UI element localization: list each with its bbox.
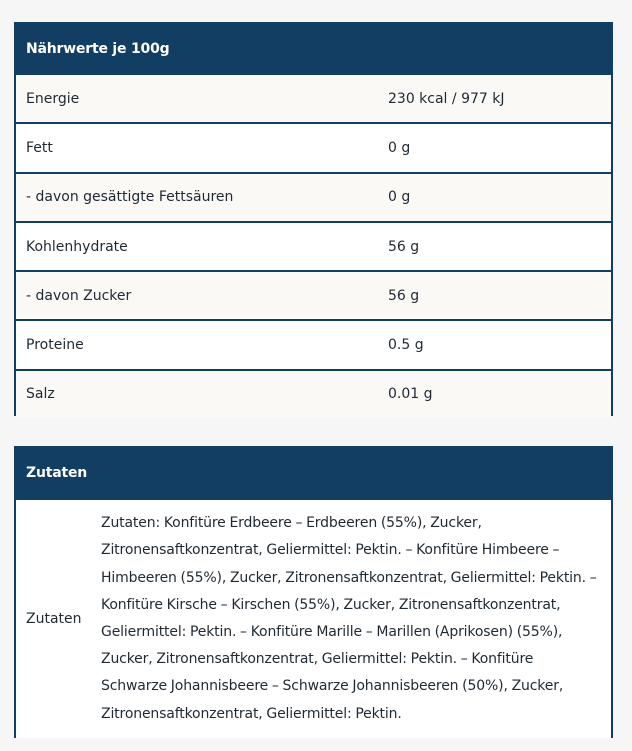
nutrient-label: Fett — [26, 139, 53, 156]
nutrient-value: 0 g — [388, 139, 411, 156]
nutrition-row-sugar — [16, 270, 611, 319]
nutrient-value: 0 g — [388, 189, 411, 206]
ingredients-text: Zutaten: Konfitüre Erdbeere – Erdbeeren (55%), Zucker, Zitronensaftkonzentrat, Geliermittel: Pektin. – Konfitüre Himbeere – Himbeeren (55%), Zucker, Zitronensaftkonzentrat, Geliermittel: Pektin. – Konfitüre Kirsche – Kirschen (55%), Zucker, Zitronensaftkonzentrat, Geliermittel: Pektin. – Konfitüre Marille – Marillen (Aprikosen) (55%), Zucker, Zitronensaftkonzentrat, Geliermittel: Pektin. – Konfitüre Schwarze Johannisbeere – Schwarze Johannisbeeren (50%), Zucker, Zitronensaftkonzentrat, Geliermittel: Pektin. — [101, 515, 597, 722]
nutrient-value: 0.5 g — [388, 337, 424, 354]
nutrition-row-protein — [16, 319, 611, 368]
ingredients-label: Zutaten — [26, 611, 82, 627]
ingredients-table-header: Zutaten — [16, 448, 611, 498]
nutrient-value: 56 g — [388, 238, 420, 255]
nutrient-label: Energie — [26, 90, 80, 107]
ingredients-table — [14, 446, 613, 738]
nutrient-value: 56 g — [388, 287, 420, 304]
nutrient-label: Kohlenhydrate — [26, 238, 128, 255]
nutrient-label: - davon Zucker — [26, 287, 132, 304]
nutrition-row-energy — [16, 73, 611, 122]
nutrition-row-saturated-fat — [16, 172, 611, 221]
nutrient-value: 0.01 g — [388, 386, 433, 403]
nutrient-label: Salz — [26, 386, 55, 403]
nutrition-row-salt — [16, 369, 611, 418]
nutrient-value: 230 kcal / 977 kJ — [388, 90, 505, 107]
nutrition-table — [14, 22, 613, 416]
nutrition-row-carbohydrates — [16, 221, 611, 270]
nutrient-label: - davon gesättigte Fettsäuren — [26, 189, 234, 206]
nutrient-label: Proteine — [26, 337, 84, 354]
ingredients-row — [16, 498, 611, 738]
nutrition-rows — [16, 73, 611, 418]
nutrition-table-header: Nährwerte je 100g — [16, 24, 611, 73]
nutrition-row-fat — [16, 122, 611, 171]
